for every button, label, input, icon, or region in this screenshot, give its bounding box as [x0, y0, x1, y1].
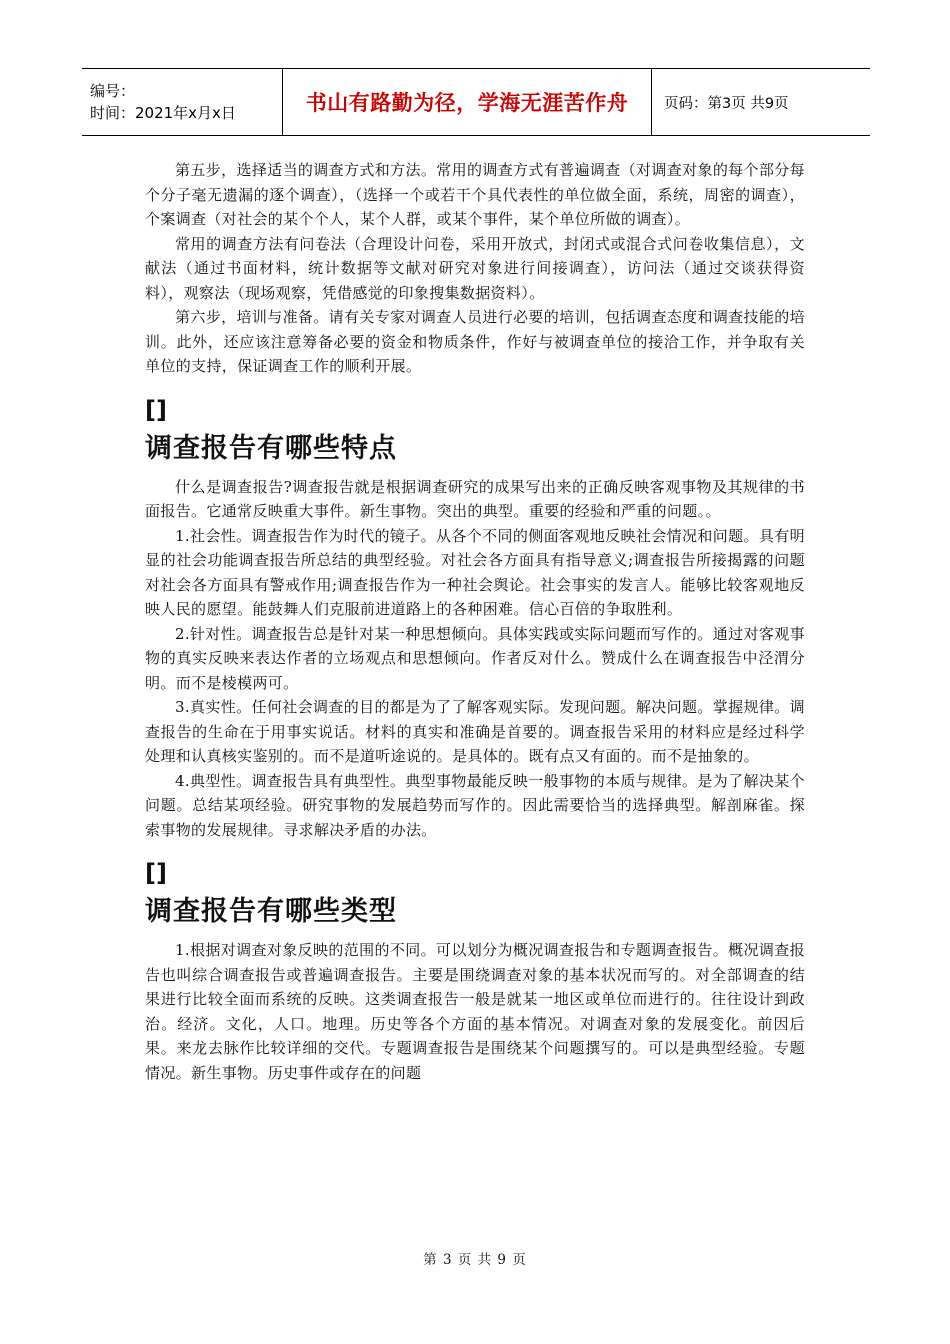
paragraph: 第六步，培训与准备。请有关专家对调查人员进行必要的培训，包括调查态度和调查技能的培训。此外，还应该注意筹备必要的资金和物质条件，作好与被调查单位的接洽工作，并争取有关单位的支持，保证调查工作的顺利开展。: [145, 308, 805, 375]
header-motto-cell: [282, 69, 652, 135]
paragraph: 1.社会性。调查报告作为时代的镜子。从各个不同的侧面客观地反映社会情况和问题。具有明显的社会功能调查报告所总结的典型经验。对社会各方面具有指导意义;调查报告所接揭露的问题对社会各方面具有警戒作用;调查报告作为一种社会舆论。社会事实的发言人。能够比较客观地反映人民的愿望。能鼓舞人们克服前进道路上的各种困难。信心百倍的争取胜利。: [145, 526, 805, 618]
paragraph: 1.根据对调查对象反映的范围的不同。可以划分为概况调查报告和专题调查报告。概况调查报告也叫综合调查报告或普遍调查报告。主要是围绕调查对象的基本状况而写的。对全部调查的结果进行比较全面而系统的反映。这类调查报告一般是就某一地区或单位而进行的。往往设计到政治。经济。文化，人口。地理。历史等各个方面的基本情况。对调查对象的发展变化。前因后果。来龙去脉作比较详细的交代。专题调查报告是围绕某个问题撰写的。可以是典型经验。专题情况。新生事物。历史事件或存在的问题: [145, 941, 805, 1082]
header-page-cell: [652, 69, 870, 135]
section-heading: 调查报告有哪些特点: [145, 432, 397, 464]
header-meta: [82, 69, 282, 135]
paragraph: 4.典型性。调查报告具有典型性。典型事物最能反映一般事物的本质与规律。是为了解决某个问题。总结某项经验。研究事物的发展趋势而写作的。因此需要恰当的选择典型。解剖麻雀。探索事物的发展规律。寻求解决矛盾的办法。: [145, 771, 805, 839]
paragraph: 3.真实性。任何社会调查的目的都是为了了解客观实际。发现问题。解决问题。掌握规律。调查报告的生命在于用事实说话。材料的真实和准确是首要的。调查报告采用的材料应是经过科学处理和认真核实鉴别的。而不是道听途说的。是具体的。既有点又有面的。而不是抽象的。: [145, 698, 805, 765]
header-page-code: 页码：第3页 共9页: [664, 95, 789, 112]
paragraph: 常用的调查方法有问卷法（合理设计问卷，采用开放式，封闭式或混合式问卷收集信息），文献法（通过书面材料，统计数据等文献对研究对象进行间接调查），访问法（通过交谈获得资料），观察法（现场观察，凭借感觉的印象搜集数据资料）。: [145, 234, 805, 302]
number-label: 编号：: [90, 82, 136, 100]
section-marker: []: [145, 859, 167, 887]
time-label: 时间：2021年x月x日: [90, 104, 236, 122]
page-footer: 第 3 页 共 9 页: [423, 1252, 527, 1268]
document-header: [82, 68, 870, 136]
section-heading: 调查报告有哪些类型: [145, 896, 397, 927]
document-body: [145, 158, 805, 1085]
paragraph: 什么是调查报告?调查报告就是根据调查研究的成果写出来的正确反映客观事物及其规律的书面报告。它通常反映重大事件。新生事物。突出的典型。重要的经验和严重的问题。。: [145, 477, 805, 520]
paragraph: 第五步，选择适当的调查方式和方法。常用的调查方式有普遍调查（对调查对象的每个部分每个分子毫无遗漏的逐个调查），（选择一个或若干个具代表性的单位做全面，系统，周密的调查），个案调查（对社会的某个个人，某个人群，或某个事件，某个单位所做的调查）。: [145, 161, 805, 228]
header-motto: 书山有路勤为径，学海无涯苦作舟: [305, 91, 629, 115]
section-marker: []: [145, 395, 167, 424]
paragraph: 2.针对性。调查报告总是针对某一种思想倾向。具体实践或实际问题而写作的。通过对客观事物的真实反映来表达作者的立场观点和思想倾向。作者反对什么。赞成什么在调查报告中泾渭分明。而不是棱模两可。: [145, 624, 805, 692]
